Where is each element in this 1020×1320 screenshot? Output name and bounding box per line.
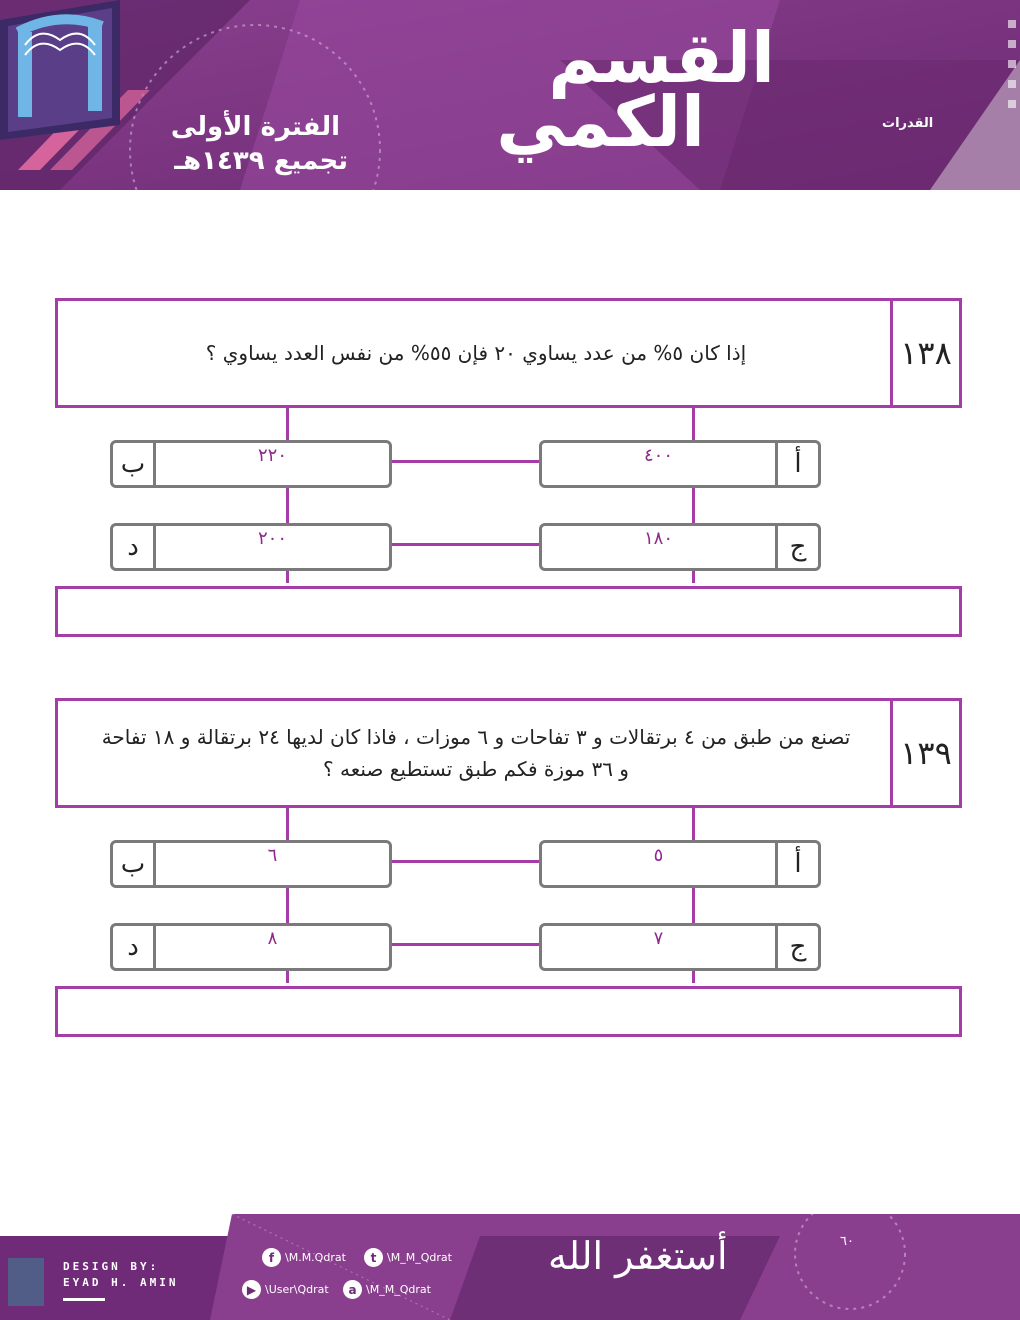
page-number: ٦٠ [840,1234,854,1249]
page-header [0,0,1020,190]
collection-label: تجميع ١٤٣٩هـ [174,146,348,176]
twitter-handle: \M_M_Qdrat [387,1251,452,1264]
option-value: ٥ [653,845,664,866]
option-value: ٤٠٠ [643,445,673,466]
option-value: ٧ [653,928,664,949]
question-block-139 [55,698,962,1040]
ask-icon: a [343,1280,362,1299]
option-c[interactable] [539,923,821,971]
option-d[interactable] [110,523,392,571]
facebook-link[interactable] [262,1248,346,1267]
connector-line [389,543,539,546]
question-text: إذا كان ٥% من عدد يساوي ٢٠ فإن ٥٥% من نفس العدد يساوي ؟ [205,341,747,365]
question-text [66,701,886,805]
question-box [55,698,962,808]
book-logo-icon [0,0,120,140]
youtube-icon: ▶ [242,1280,261,1299]
designer-name: EYAD H. AMIN [63,1276,179,1289]
ask-link[interactable] [343,1280,431,1299]
option-b[interactable] [110,840,392,888]
option-letter: أ [794,449,802,479]
option-value: ٨ [267,928,278,949]
option-letter: أ [794,849,802,879]
option-letter: ب [120,449,146,479]
signature-logo [8,1258,44,1306]
connector-line [389,460,539,463]
option-b[interactable] [110,440,392,488]
section-title-line1: القسم [548,17,775,99]
option-letter: ب [120,849,146,879]
ask-handle: \M_M_Qdrat [366,1283,431,1296]
logo-text: القدرات [882,116,934,131]
option-letter: د [127,932,139,962]
option-value: ٢٠٠ [257,528,287,549]
calligraphy-text: أستغفر الله [548,1234,728,1278]
question-number: ١٣٩ [900,734,952,772]
section-title-line2: الكمي [496,81,705,163]
twitter-icon: t [364,1248,383,1267]
question-block-138 [55,298,962,640]
option-value: ٦ [267,845,278,866]
option-a[interactable] [539,440,821,488]
question-text-line1: تصنع من طبق من ٤ برتقالات و ٣ تفاحات و ٦ موزات ، فاذا كان لديها ٢٤ برتقالة و ١٨ تفاحة [101,725,851,749]
question-text-line2: و ٣٦ موزة فكم طبق تستطيع صنعه ؟ [323,757,629,781]
youtube-handle: \User\Qdrat [265,1283,329,1296]
designer-underline [63,1298,105,1301]
connector-line [389,943,539,946]
facebook-icon: f [262,1248,281,1267]
period-label: الفترة الأولى [170,112,340,142]
answer-box[interactable] [55,586,962,637]
page-footer [0,1214,1020,1320]
answer-box[interactable] [55,986,962,1037]
facebook-handle: \M.M.Qdrat [285,1251,346,1264]
designer-label: DESIGN BY: [63,1260,160,1273]
youtube-link[interactable] [242,1280,329,1299]
question-box [55,298,962,408]
option-d[interactable] [110,923,392,971]
option-value: ١٨٠ [643,528,673,549]
option-letter: ج [789,532,807,562]
option-c[interactable] [539,523,821,571]
twitter-link[interactable] [364,1248,452,1267]
option-letter: ج [789,932,807,962]
question-number: ١٣٨ [900,334,952,372]
option-a[interactable] [539,840,821,888]
option-letter: د [127,532,139,562]
option-value: ٢٢٠ [257,445,287,466]
connector-line [389,860,539,863]
